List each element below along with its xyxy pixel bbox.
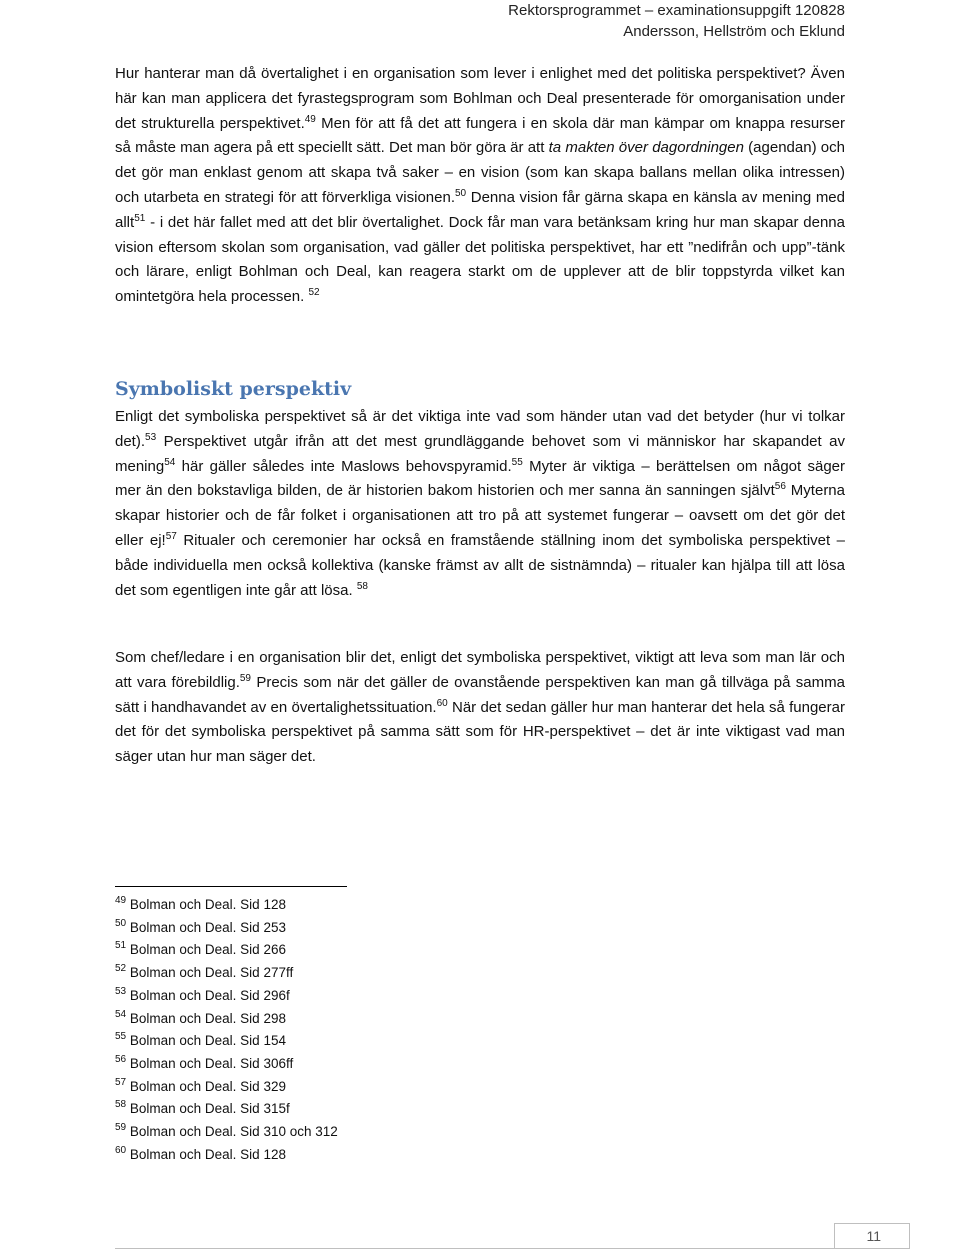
footnote-number: 54: [115, 1008, 127, 1020]
footnote-list: [115, 894, 338, 1166]
text-run: När det sedan gäller hur man hanterar det hela så fungerar det för det symboliska perspektivet på samma sätt som för HR-perspektivet – det är inte viktigast vad man säger utan hur man säger det.: [115, 698, 845, 766]
text-run: här gäller således inte Maslows behovspyramid.: [175, 457, 512, 475]
footnote-text: Bolman och Deal. Sid 306ff: [126, 1055, 294, 1071]
footnote-number: 59: [115, 1122, 127, 1134]
footnote-text: Bolman och Deal. Sid 315f: [126, 1101, 290, 1117]
footnote-ref[interactable]: 59: [239, 672, 251, 684]
section-heading: Symboliskt perspektiv: [115, 378, 352, 400]
footnote-number: 56: [115, 1053, 127, 1065]
footnote-text: Bolman och Deal. Sid 296f: [126, 987, 290, 1003]
footnote-number: 50: [115, 917, 127, 929]
footnote-ref[interactable]: 58: [356, 580, 368, 592]
footnote-text: Bolman och Deal. Sid 266: [126, 942, 286, 958]
footnote-number: 52: [115, 963, 127, 975]
footnote-text: Bolman och Deal. Sid 329: [126, 1078, 286, 1094]
footnote-ref[interactable]: 52: [308, 287, 320, 299]
footnote-number: 55: [115, 1031, 127, 1043]
footnote-item: [115, 1030, 338, 1053]
footnote-number: 57: [115, 1076, 127, 1088]
footer-rule: [115, 1248, 910, 1249]
footnote-number: 58: [115, 1099, 127, 1111]
page-header: [508, 0, 845, 42]
text-run: - i det här fallet med att det blir övertalighet. Dock får man vara betänksam kring hur man skapar denna vision eftersom skolan som organisation, vad gäller det politiska perspektivet, har ett ”nedifrån och upp”-tänk och lärare, enligt Bohlman och Deal, kan reagera starkt om de upplever att de blir toppstyrda vilket kan omintetgöra hela processen.: [115, 213, 845, 306]
paragraph-political-overstaffing: [115, 62, 845, 310]
text-run: Som chef/ledare i en organisation blir det, enligt det symboliska perspektivet, viktigt att leva som man lär och att vara förebildlig.: [115, 649, 845, 691]
paragraph-leadership: [115, 646, 845, 770]
text-run: Ritualer och ceremonier har också en framstående ställning inom det symboliska perspektivet – både individuella men också kollektiva (kanske främst av allt de sistnämnda) – ritualer kan hjälpa till att lösa det som egentligen inte går att lösa.: [115, 531, 846, 599]
footnote-text: Bolman och Deal. Sid 128: [126, 1146, 286, 1162]
text-run: Men för att få det att fungera i en skola där man kämpar om knappa resurser så måste man agera på ett speciellt sätt. Det man bör göra är att: [115, 114, 845, 157]
page-number-box: [834, 1223, 910, 1249]
text-run: Precis som när det gäller de ovanstående perspektiven kan man gå tillväga på samma sätt i handhavandet av en övertalighetssituation.: [115, 673, 845, 716]
text-run: (agendan) och det gör man enklast genom att skapa två saker – en vision (som kan skapa ballans mellan olika intressen) och utarbeta en strategi för att förverkliga visionen.: [115, 139, 845, 206]
footnote-number: 51: [115, 940, 127, 952]
text-run: Denna vision får gärna skapa en känsla av mening med allt: [115, 188, 845, 231]
footnote-number: 60: [115, 1144, 127, 1156]
text-run: Enligt det symboliska perspektivet så är det viktiga inte vad som händer utan vad det betyder (hur vi tolkar det).: [115, 408, 845, 450]
emphasis-text: ta makten över dagordningen: [548, 139, 744, 157]
paragraph-symbolic-perspective: [115, 405, 845, 603]
footnote-number: 53: [115, 985, 127, 997]
footnote-text: Bolman och Deal. Sid 298: [126, 1010, 286, 1026]
footnote-ref[interactable]: 53: [145, 431, 157, 443]
page-number: 11: [866, 1228, 881, 1244]
footnote-ref[interactable]: 49: [304, 113, 316, 125]
footnote-separator: [115, 886, 347, 887]
text-run: Perspektivet utgår ifrån att det mest grundläggande behovet som vi människor har skapandet av mening: [115, 432, 845, 475]
footnote-ref[interactable]: 51: [134, 212, 146, 224]
footnote-item: [115, 1144, 338, 1167]
footnote-item: [115, 939, 338, 962]
footnote-item: [115, 962, 338, 985]
footnote-item: [115, 1098, 338, 1121]
footnote-text: Bolman och Deal. Sid 154: [126, 1033, 286, 1049]
footnote-item: [115, 1008, 338, 1031]
footnote-ref[interactable]: 57: [165, 530, 177, 542]
footnote-ref[interactable]: 50: [455, 187, 467, 199]
text-run: Myterna skapar historier och de får folket i organisationen att tro på att systemet fungerar – oavsett om det gör det eller ej!: [115, 482, 845, 549]
footnote-item: [115, 1076, 338, 1099]
footnote-item: [115, 1121, 338, 1144]
header-authors: Andersson, Hellström och Eklund: [623, 23, 845, 40]
text-run: Myter är viktiga – berättelsen om något säger mer än den bokstavliga bilden, de är historien bakom historien och mer sanna än sanningen självt: [115, 457, 845, 500]
footnote-ref[interactable]: 54: [164, 456, 176, 468]
footnote-number: 49: [115, 895, 127, 906]
text-run: Hur hanterar man då övertalighet i en organisation som lever i enlighet med det politiska perspektivet? Även här kan man applicera det fyrastegsprogram som Bohlman och Deal presenterade för omorganisation under det strukturella perspektivet.: [115, 65, 845, 132]
footnote-ref[interactable]: 55: [511, 456, 523, 468]
header-title: Rektorsprogrammet – examinationsuppgift 120828: [508, 2, 845, 19]
footnote-ref[interactable]: 56: [774, 481, 786, 493]
footnote-ref[interactable]: 60: [436, 697, 448, 709]
footnote-item: [115, 917, 338, 940]
footnote-item: [115, 894, 338, 917]
footnote-item: [115, 1053, 338, 1076]
footnote-text: Bolman och Deal. Sid 310 och 312: [126, 1124, 338, 1140]
footnote-text: Bolman och Deal. Sid 128: [126, 897, 286, 912]
footnote-item: [115, 985, 338, 1008]
footnote-text: Bolman och Deal. Sid 277ff: [126, 965, 294, 981]
footnote-text: Bolman och Deal. Sid 253: [126, 919, 286, 935]
